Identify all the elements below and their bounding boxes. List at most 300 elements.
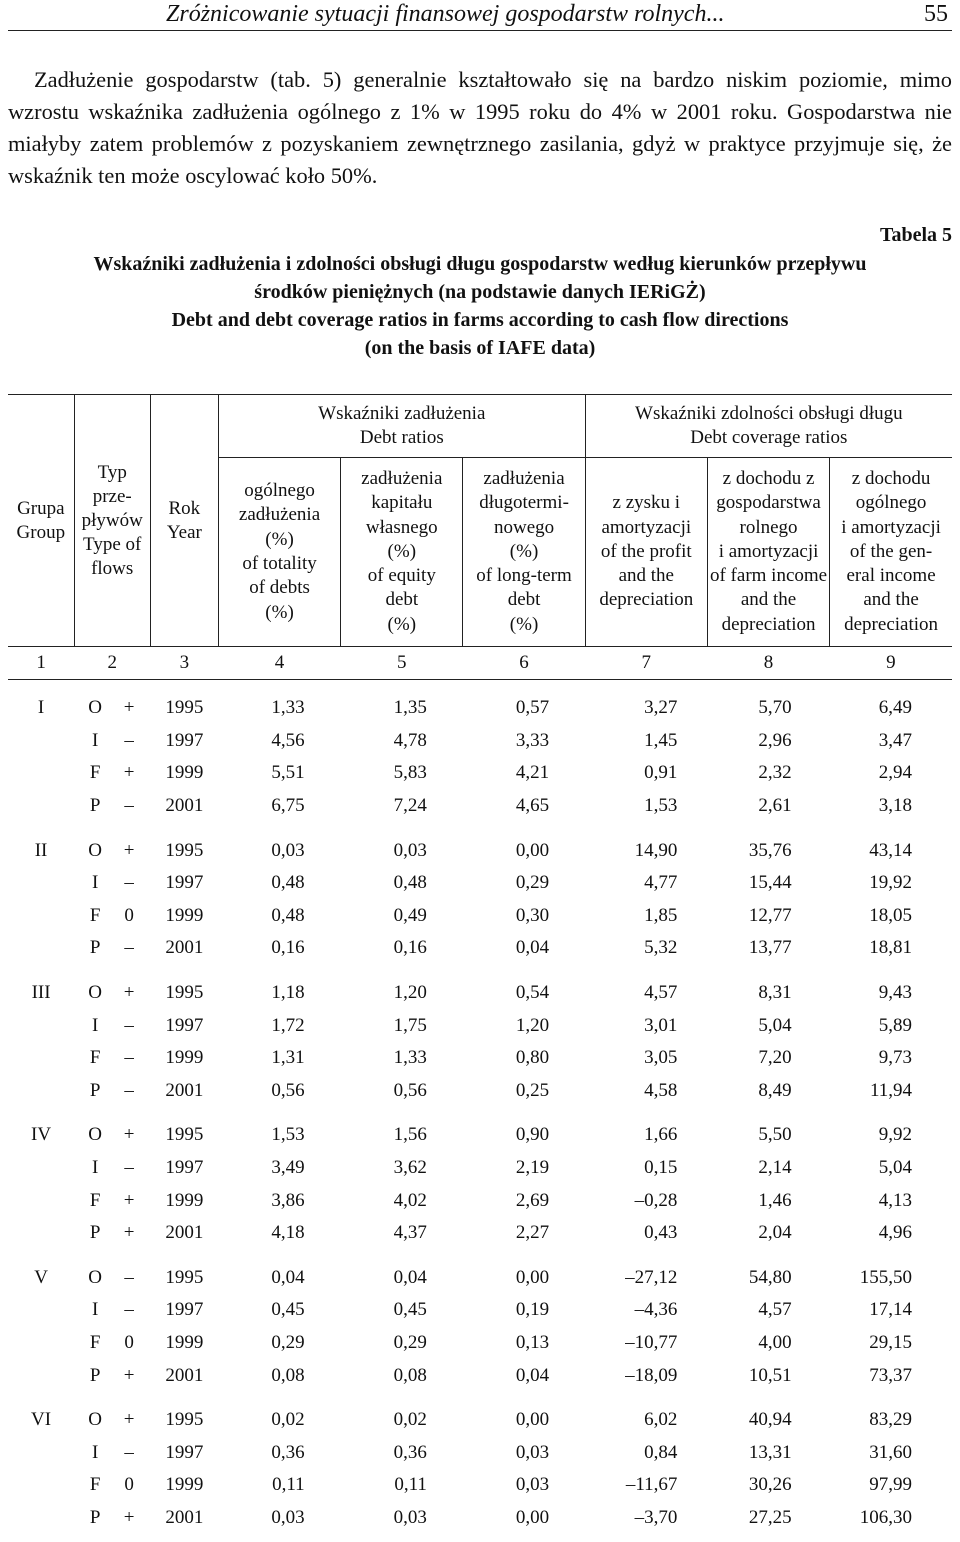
value-cell: 0,19 — [515, 1299, 550, 1321]
column-header-line: amortyzacji — [601, 516, 692, 538]
value-cell: 0,80 — [515, 1047, 550, 1069]
table-row — [8, 1217, 952, 1250]
value-cell: 35,76 — [748, 839, 792, 861]
value-cell: 4,65 — [515, 795, 550, 817]
value-cell: 0,03 — [271, 1506, 305, 1528]
value-cell: 12,77 — [748, 904, 792, 926]
value-cell: 0,15 — [644, 1157, 678, 1179]
value-cell: 3,01 — [644, 1014, 678, 1036]
value-cell: 3,18 — [878, 795, 912, 817]
value-cell: 2,04 — [758, 1222, 792, 1244]
group-cell — [8, 757, 74, 790]
value-cell: 7,24 — [393, 795, 427, 817]
value-cell: –10,77 — [625, 1331, 678, 1353]
value-cell: 3,62 — [393, 1157, 427, 1179]
column-header-line: nowego — [493, 516, 555, 538]
value-cell: 5,70 — [758, 697, 792, 719]
flow-letter: I — [91, 1014, 99, 1036]
caption-line: Wskaźniki zadłużenia i zdolności obsługi długu gospodarstw według kierunków przepływu — [93, 253, 867, 275]
page-number: 55 — [924, 1, 948, 27]
year-cell: 1997 — [165, 872, 204, 894]
flow-sign: – — [124, 795, 134, 817]
year-cell: 2001 — [165, 1364, 204, 1386]
column-header-line: Type of — [83, 533, 142, 555]
table-row — [8, 932, 952, 965]
table-row — [8, 1469, 952, 1502]
value-cell: 18,05 — [869, 904, 912, 926]
value-cell: 0,03 — [515, 1474, 550, 1496]
flow-letter: P — [89, 1506, 101, 1528]
year-cell: 1999 — [165, 1189, 204, 1211]
value-cell: 0,56 — [393, 1079, 427, 1101]
flow-type-cell — [74, 1294, 150, 1327]
year-cell: 1997 — [165, 1014, 204, 1036]
running-header — [8, 0, 952, 31]
caption-line: Debt and debt coverage ratios in farms according to cash flow directions — [171, 309, 789, 331]
value-cell: –0,28 — [634, 1189, 678, 1211]
flow-sign: + — [123, 839, 135, 861]
column-header-line: z dochodu z — [722, 467, 815, 489]
caption-line: (on the basis of IAFE data) — [364, 337, 596, 359]
value-cell: 0,36 — [393, 1441, 427, 1463]
flow-sign: + — [123, 762, 135, 784]
flow-type-cell — [74, 790, 150, 823]
value-cell: –18,09 — [625, 1364, 678, 1386]
column-header-line: pływów — [81, 509, 143, 531]
column-header-line: and the — [863, 589, 919, 611]
value-cell: 11,94 — [869, 1079, 912, 1101]
column-header-line: of farm income — [709, 565, 828, 587]
value-cell: 27,25 — [748, 1506, 792, 1528]
flow-letter: O — [88, 1124, 102, 1146]
column-number: 4 — [218, 647, 340, 680]
value-cell: 0,90 — [515, 1124, 550, 1146]
column-header-line: depreciation — [599, 589, 694, 611]
flow-type-cell — [74, 1042, 150, 1075]
group-header-line: Debt ratios — [359, 427, 444, 448]
flow-sign: + — [123, 1409, 135, 1431]
column-header-line: kapitału — [371, 492, 433, 514]
flow-sign: + — [123, 1364, 135, 1386]
value-cell: 2,94 — [878, 762, 912, 784]
group-cell: I — [37, 697, 45, 719]
group-cell: VI — [31, 1409, 52, 1431]
column-number: 5 — [341, 647, 463, 680]
table-row — [8, 757, 952, 790]
value-cell: 0,13 — [515, 1331, 550, 1353]
value-cell: 1,20 — [393, 982, 427, 1004]
column-header-flow-type — [74, 395, 150, 647]
value-cell: 6,75 — [271, 795, 305, 817]
value-cell: 29,15 — [869, 1331, 912, 1353]
flow-letter: O — [88, 1266, 102, 1288]
year-cell: 1995 — [165, 1266, 204, 1288]
flow-type-cell — [74, 1009, 150, 1042]
flow-sign: 0 — [124, 904, 134, 926]
value-cell: 5,32 — [644, 937, 678, 959]
year-cell: 1995 — [165, 697, 204, 719]
value-cell: –4,36 — [634, 1299, 678, 1321]
value-cell: 1,75 — [393, 1014, 427, 1036]
column-header-line: debt — [507, 589, 541, 611]
value-cell: 0,08 — [393, 1364, 427, 1386]
column-number: 1 — [8, 647, 74, 680]
table-row — [8, 965, 952, 1010]
group-cell — [8, 1042, 74, 1075]
value-cell: 2,96 — [758, 729, 792, 751]
value-cell: 0,36 — [271, 1441, 305, 1463]
flow-sign: + — [123, 697, 135, 719]
column-header-line: (%) — [265, 528, 294, 550]
body-paragraph: Zadłużenie gospodarstw (tab. 5) generalnie kształtowało się na bardzo niskim poziomie, mimo wzrostu wskaźnika zadłużenia ogólnego z 1% w 1995 roku do 4% w 2001 roku. Gospodarstwa nie miałyby zatem problemów z pozyskaniem zewnętrznego zasilania, gdyż w praktyce przyjmuje się, że wskaźnik ten może oscylować koło 50%. — [8, 67, 952, 188]
value-cell: 4,57 — [644, 982, 678, 1004]
column-header-6 — [463, 458, 585, 647]
value-cell: 5,51 — [271, 762, 305, 784]
column-header-line: depreciation — [844, 613, 939, 635]
flow-type-cell — [74, 1502, 150, 1535]
flow-sign: – — [124, 1079, 134, 1101]
flow-sign: + — [123, 1189, 135, 1211]
value-cell: 1,31 — [271, 1047, 305, 1069]
flow-letter: O — [88, 1409, 102, 1431]
value-cell: 13,77 — [748, 937, 792, 959]
value-cell: 0,00 — [515, 1506, 550, 1528]
table-row — [8, 1250, 952, 1295]
column-number: 3 — [150, 647, 218, 680]
column-header-line: of equity — [367, 565, 436, 587]
table-row — [8, 1042, 952, 1075]
value-cell: 1,85 — [644, 904, 678, 926]
flow-sign: – — [124, 1014, 134, 1036]
year-cell: 1999 — [165, 904, 204, 926]
column-header-line: ogólnego — [244, 480, 315, 502]
column-header-line: of totality — [242, 553, 317, 574]
value-cell: 1,53 — [644, 795, 678, 817]
flow-letter: P — [89, 795, 101, 817]
value-cell: 1,18 — [271, 982, 305, 1004]
debt-ratios-table — [8, 394, 952, 1534]
column-header-line: of the profit — [600, 540, 692, 562]
value-cell: 0,48 — [393, 872, 427, 894]
value-cell: 0,02 — [271, 1409, 305, 1431]
table-row — [8, 1502, 952, 1535]
column-header-4 — [218, 458, 340, 647]
group-cell — [8, 1469, 74, 1502]
value-cell: 0,00 — [515, 1409, 550, 1431]
value-cell: 0,45 — [393, 1299, 427, 1321]
flow-sign: + — [123, 1222, 135, 1244]
column-header-line: zadłużenia — [361, 467, 443, 489]
value-cell: 1,66 — [644, 1124, 678, 1146]
value-cell: 0,57 — [515, 697, 550, 719]
value-cell: 2,32 — [758, 762, 792, 784]
column-header-7 — [585, 458, 707, 647]
flow-sign: – — [124, 872, 134, 894]
table-row — [8, 822, 952, 867]
value-cell: 8,49 — [758, 1079, 792, 1101]
value-cell: 13,31 — [748, 1441, 792, 1463]
value-cell: 0,03 — [515, 1441, 550, 1463]
flow-letter: F — [89, 1189, 101, 1211]
value-cell: 4,21 — [515, 762, 550, 784]
value-cell: 0,11 — [272, 1474, 305, 1496]
flow-letter: I — [91, 1299, 99, 1321]
flow-letter: I — [91, 1441, 99, 1463]
flow-type-cell — [74, 1469, 150, 1502]
flow-type-cell — [74, 900, 150, 933]
year-cell: 1995 — [165, 1124, 204, 1146]
value-cell: 5,83 — [393, 762, 427, 784]
column-number-row — [8, 647, 952, 680]
flow-sign: 0 — [124, 1474, 134, 1496]
group-cell — [8, 867, 74, 900]
value-cell: 1,72 — [271, 1014, 305, 1036]
flow-sign: + — [123, 982, 135, 1004]
column-header-line: (%) — [265, 601, 294, 623]
flow-letter: I — [91, 872, 99, 894]
column-header-line: and the — [618, 565, 674, 587]
value-cell: 0,04 — [515, 937, 550, 959]
table-row — [8, 867, 952, 900]
flow-letter: I — [91, 729, 99, 751]
value-cell: 4,96 — [878, 1222, 912, 1244]
value-cell: 0,16 — [271, 937, 305, 959]
value-cell: 0,02 — [393, 1409, 427, 1431]
flow-type-cell — [74, 1217, 150, 1250]
value-cell: 9,92 — [878, 1124, 912, 1146]
column-header-line: (%) — [387, 613, 417, 635]
column-header-line: Year — [166, 521, 202, 543]
column-header-line: rolnego — [739, 516, 798, 538]
flow-letter: P — [89, 1222, 101, 1244]
value-cell: 6,02 — [644, 1409, 678, 1431]
value-cell: 1,45 — [644, 729, 678, 751]
value-cell: 9,43 — [878, 982, 912, 1004]
value-cell: 43,14 — [869, 839, 912, 861]
flow-sign: – — [124, 1299, 134, 1321]
column-header-line: z zysku i — [612, 492, 681, 514]
column-header-line: of debts — [249, 577, 310, 599]
group-header-line: Wskaźniki zdolności obsługi długu — [635, 403, 903, 424]
value-cell: 1,56 — [393, 1124, 427, 1146]
flow-sign: – — [124, 1157, 134, 1179]
value-cell: 0,49 — [393, 904, 427, 926]
value-cell: 3,27 — [644, 697, 678, 719]
value-cell: 19,92 — [869, 872, 912, 894]
value-cell: 8,31 — [758, 982, 792, 1004]
column-header-line: zadłużenia — [483, 467, 565, 489]
value-cell: 0,08 — [271, 1364, 305, 1386]
table-row — [8, 1107, 952, 1152]
flow-sign: – — [124, 1266, 134, 1288]
value-cell: 9,73 — [878, 1047, 912, 1069]
table-row — [8, 1327, 952, 1360]
value-cell: 4,13 — [878, 1189, 912, 1211]
column-header-line: z dochodu — [851, 467, 931, 489]
table-row — [8, 1359, 952, 1392]
group-cell — [8, 1502, 74, 1535]
value-cell: 0,04 — [515, 1364, 550, 1386]
flow-type-cell — [74, 1107, 150, 1152]
group-header-debt-ratios — [218, 395, 585, 458]
group-cell: IV — [31, 1124, 52, 1146]
column-header-line: prze- — [92, 485, 132, 507]
value-cell: 31,60 — [869, 1441, 912, 1463]
flow-sign: – — [124, 937, 134, 959]
value-cell: 30,26 — [748, 1474, 792, 1496]
group-cell: III — [31, 982, 51, 1004]
column-header-line: gospodarstwa — [716, 492, 821, 514]
value-cell: 5,89 — [878, 1014, 912, 1036]
value-cell: 1,53 — [271, 1124, 305, 1146]
value-cell: 0,00 — [515, 1266, 550, 1288]
group-cell: V — [34, 1266, 48, 1288]
column-header-line: of the gen- — [849, 540, 933, 562]
group-cell — [8, 790, 74, 823]
group-cell — [8, 1184, 74, 1217]
year-cell: 2001 — [165, 1079, 204, 1101]
flow-type-cell — [74, 1392, 150, 1437]
value-cell: 0,11 — [394, 1474, 427, 1496]
year-cell: 1997 — [165, 1157, 204, 1179]
flow-sign: 0 — [124, 1331, 134, 1353]
value-cell: 1,46 — [758, 1189, 792, 1211]
flow-letter: F — [89, 762, 101, 784]
column-number: 6 — [463, 647, 585, 680]
table-row — [8, 1009, 952, 1042]
table-row — [8, 1184, 952, 1217]
year-cell: 1999 — [165, 762, 204, 784]
value-cell: 0,03 — [271, 839, 305, 861]
column-header-line: debt — [385, 589, 419, 611]
year-cell: 2001 — [165, 1222, 204, 1244]
value-cell: 1,33 — [393, 1047, 427, 1069]
group-cell — [8, 725, 74, 758]
flow-letter: O — [88, 839, 102, 861]
year-cell: 1995 — [165, 839, 204, 861]
year-cell: 1995 — [165, 1409, 204, 1431]
value-cell: 54,80 — [748, 1266, 792, 1288]
table-label: Tabela 5 — [879, 224, 952, 246]
flow-letter: P — [89, 1364, 101, 1386]
flow-type-cell — [74, 1250, 150, 1295]
flow-sign: – — [124, 1047, 134, 1069]
value-cell: 40,94 — [748, 1409, 792, 1431]
table-row — [8, 1436, 952, 1469]
flow-type-cell — [74, 1327, 150, 1360]
value-cell: 0,43 — [644, 1222, 678, 1244]
column-header-9 — [830, 458, 952, 647]
flow-type-cell — [74, 1436, 150, 1469]
value-cell: 7,20 — [758, 1047, 792, 1069]
value-cell: 4,18 — [271, 1222, 305, 1244]
column-header-line: flows — [91, 557, 134, 579]
value-cell: 3,33 — [515, 729, 550, 751]
column-header-line: eral income — [846, 565, 936, 587]
flow-type-cell — [74, 725, 150, 758]
value-cell: 0,04 — [271, 1266, 305, 1288]
flow-letter: F — [89, 1474, 101, 1496]
value-cell: 1,20 — [515, 1014, 550, 1036]
column-header-line: of long-term — [476, 565, 572, 587]
value-cell: 5,04 — [758, 1014, 792, 1036]
value-cell: 2,14 — [758, 1157, 792, 1179]
flow-letter: O — [88, 982, 102, 1004]
group-cell — [8, 900, 74, 933]
flow-sign: + — [123, 1124, 135, 1146]
value-cell: 14,90 — [634, 839, 678, 861]
value-cell: 0,03 — [393, 1506, 427, 1528]
group-cell: II — [34, 839, 48, 861]
group-cell — [8, 1359, 74, 1392]
value-cell: 0,48 — [271, 904, 305, 926]
year-cell: 1999 — [165, 1047, 204, 1069]
flow-type-cell — [74, 1152, 150, 1185]
column-header-line: własnego — [365, 516, 438, 538]
value-cell: 5,50 — [758, 1124, 792, 1146]
group-cell — [8, 1294, 74, 1327]
value-cell: 10,51 — [748, 1364, 792, 1386]
value-cell: 2,69 — [515, 1189, 550, 1211]
flow-letter: I — [91, 1157, 99, 1179]
flow-sign: – — [124, 729, 134, 751]
value-cell: 4,58 — [644, 1079, 678, 1101]
value-cell: 0,04 — [393, 1266, 427, 1288]
value-cell: 3,47 — [878, 729, 912, 751]
value-cell: 0,16 — [393, 937, 427, 959]
flow-letter: F — [89, 1331, 101, 1353]
running-title: Zróżnicowanie sytuacji finansowej gospodarstw rolnych... — [166, 1, 725, 27]
value-cell: 0,29 — [271, 1331, 305, 1353]
value-cell: 0,84 — [644, 1441, 678, 1463]
value-cell: 0,29 — [393, 1331, 427, 1353]
column-header-line: depreciation — [721, 613, 816, 635]
column-header-group — [8, 395, 74, 647]
year-cell: 1999 — [165, 1474, 204, 1496]
column-number: 8 — [707, 647, 829, 680]
flow-sign: + — [123, 1506, 135, 1528]
column-number: 9 — [830, 647, 952, 680]
column-header-5 — [341, 458, 463, 647]
flow-type-cell — [74, 867, 150, 900]
column-header-line: and the — [740, 589, 797, 611]
value-cell: 83,29 — [869, 1409, 912, 1431]
table-row — [8, 1075, 952, 1108]
column-header-line: Typ — [97, 461, 127, 483]
value-cell: 2,19 — [515, 1157, 550, 1179]
value-cell: 0,29 — [515, 872, 550, 894]
value-cell: 97,99 — [869, 1474, 912, 1496]
table-body — [8, 647, 952, 1535]
value-cell: 4,57 — [758, 1299, 792, 1321]
column-header-line: długotermi- — [479, 492, 569, 514]
value-cell: 4,37 — [393, 1222, 427, 1244]
column-header-line: ogólnego — [855, 492, 927, 514]
value-cell: 15,44 — [748, 872, 792, 894]
value-cell: 3,05 — [644, 1047, 678, 1069]
value-cell: 155,50 — [859, 1266, 912, 1288]
group-cell — [8, 1436, 74, 1469]
value-cell: –11,67 — [625, 1474, 678, 1496]
column-header-line: Grupa — [17, 497, 65, 519]
column-header-line: i amortyzacji — [841, 516, 941, 538]
value-cell: 3,49 — [271, 1157, 305, 1179]
value-cell: 0,91 — [644, 762, 678, 784]
table-row — [8, 680, 952, 725]
table-row — [8, 1294, 952, 1327]
table-row — [8, 1392, 952, 1437]
value-cell: –27,12 — [625, 1266, 678, 1288]
